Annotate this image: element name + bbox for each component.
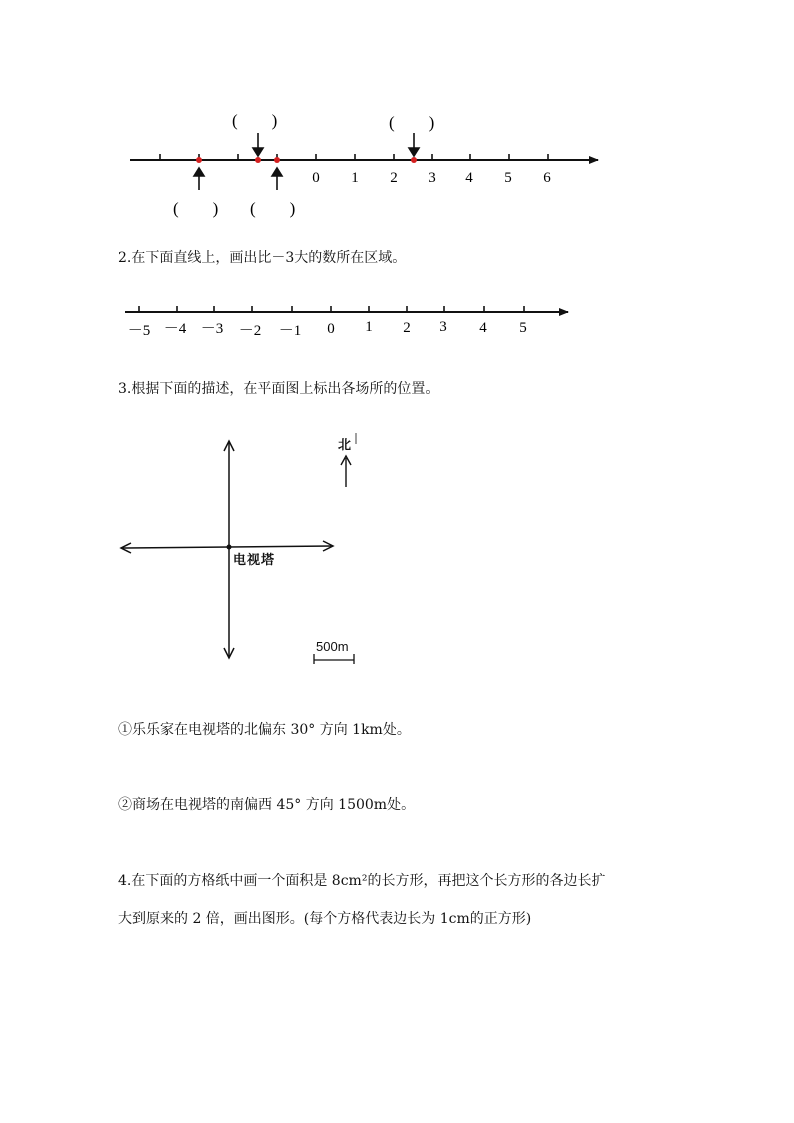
tick-label: －1 [278,323,302,339]
pointer-arrows [194,133,419,190]
tick-label: 0 [312,170,320,186]
question-3-item-1: ①乐乐家在电视塔的北偏东 30° 方向 1km处。 [118,722,411,738]
tick-labels-2 [128,319,527,339]
map-axes [121,441,333,658]
tick-label: 1 [365,319,373,335]
tick-label: 1 [351,170,359,186]
tick-label: －2 [238,323,262,339]
tick-label: 5 [519,320,527,336]
answer-blank: ( ) [232,111,278,130]
north-label: 北 [338,438,352,453]
tick-label: 4 [479,320,487,336]
tick-labels [312,170,551,186]
tick-label: 3 [428,170,436,186]
tick-label: －3 [200,321,224,337]
tick-label: 2 [403,320,411,336]
tick-label: －5 [127,323,151,339]
question-3-item-2: ②商场在电视塔的南偏西 45° 方向 1500m处。 [118,797,416,813]
marked-point [274,157,280,163]
tv-tower-label: 电视塔 [233,553,276,568]
question-2-text: 2.在下面直线上，画出比－3大的数所在区域。 [118,250,407,266]
tick-label: －4 [163,321,187,337]
tick-label: 0 [327,321,335,337]
answer-blank: ( ) [173,199,219,218]
tv-tower-point [227,545,232,550]
question-4-line-2: 大到原来的 2 倍，画出图形。(每个方格代表边长为 1cm的正方形) [118,911,532,927]
marked-point [255,157,261,163]
tick-label: 5 [504,170,512,186]
question-4-line-1: 4.在下面的方格纸中画一个面积是 8cm²的长方形，再把这个长方形的各边长扩 [118,873,606,889]
tick-label: 4 [465,170,473,186]
answer-blank: ( ) [250,199,296,218]
scale-label: 500m [316,639,349,654]
tick-label: 6 [543,170,551,186]
tick-label: 3 [439,319,447,335]
answer-blank: ( ) [389,113,435,132]
marked-point [411,157,417,163]
tick-label: 2 [390,170,398,186]
marked-point [196,157,202,163]
question-3-text: 3.根据下面的描述，在平面图上标出各场所的位置。 [118,381,440,397]
